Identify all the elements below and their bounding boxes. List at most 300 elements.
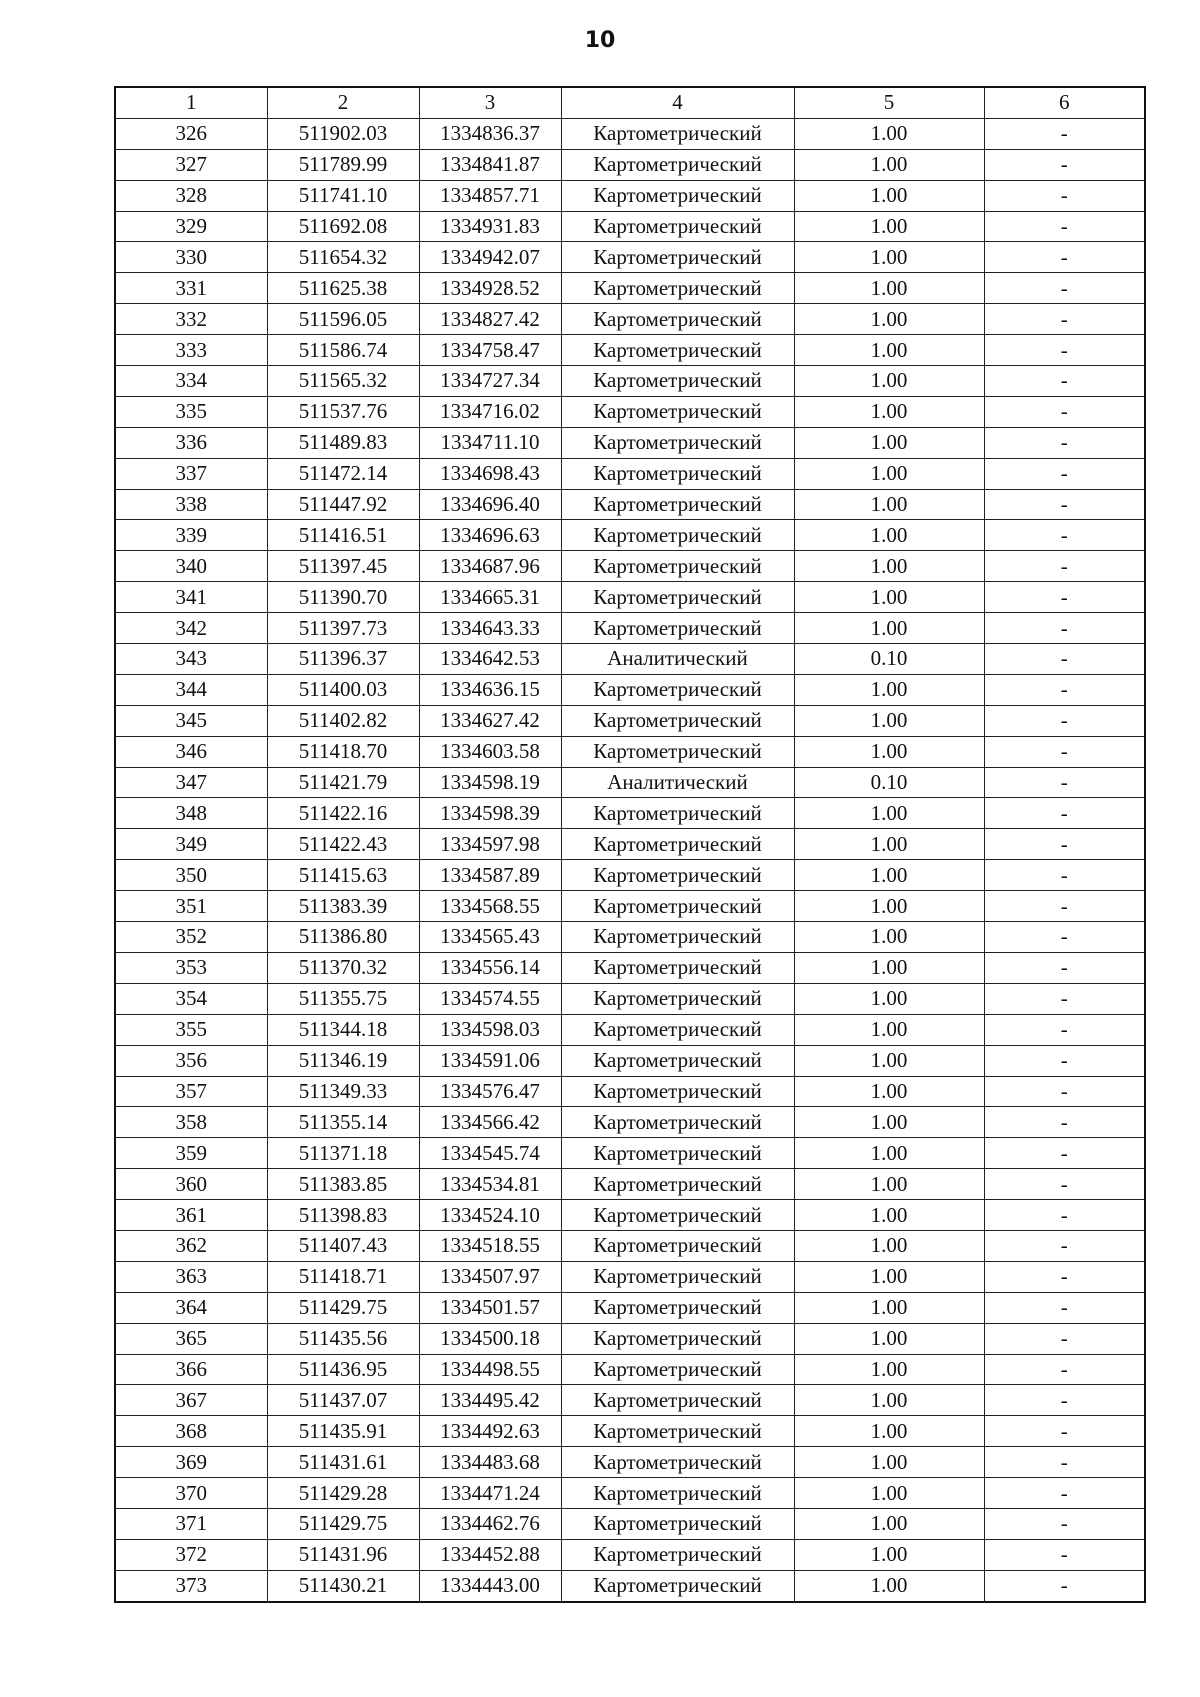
cell-method: Картометрический — [561, 149, 794, 180]
cell-note: - — [984, 427, 1145, 458]
cell-y-coordinate: 1334483.68 — [419, 1447, 561, 1478]
cell-accuracy: 1.00 — [794, 736, 984, 767]
cell-point-number: 329 — [115, 211, 267, 242]
cell-method: Картометрический — [561, 860, 794, 891]
cell-point-number: 362 — [115, 1230, 267, 1261]
cell-point-number: 347 — [115, 767, 267, 798]
cell-note: - — [984, 366, 1145, 397]
table-row — [115, 1138, 1145, 1169]
cell-point-number: 346 — [115, 736, 267, 767]
cell-accuracy: 1.00 — [794, 180, 984, 211]
cell-note: - — [984, 922, 1145, 953]
cell-note: - — [984, 1508, 1145, 1539]
cell-method: Картометрический — [561, 891, 794, 922]
cell-method: Картометрический — [561, 242, 794, 273]
cell-method: Аналитический — [561, 767, 794, 798]
table-row — [115, 1169, 1145, 1200]
cell-x-coordinate: 511421.79 — [267, 767, 419, 798]
cell-note: - — [984, 798, 1145, 829]
cell-x-coordinate: 511415.63 — [267, 860, 419, 891]
cell-x-coordinate: 511422.43 — [267, 829, 419, 860]
cell-method: Картометрический — [561, 582, 794, 613]
cell-y-coordinate: 1334462.76 — [419, 1508, 561, 1539]
cell-point-number: 367 — [115, 1385, 267, 1416]
cell-y-coordinate: 1334501.57 — [419, 1292, 561, 1323]
table-row — [115, 1416, 1145, 1447]
cell-y-coordinate: 1334942.07 — [419, 242, 561, 273]
cell-accuracy: 1.00 — [794, 952, 984, 983]
cell-point-number: 331 — [115, 273, 267, 304]
cell-point-number: 371 — [115, 1508, 267, 1539]
table-row — [115, 1385, 1145, 1416]
cell-x-coordinate: 511429.75 — [267, 1508, 419, 1539]
cell-x-coordinate: 511625.38 — [267, 273, 419, 304]
table-row — [115, 304, 1145, 335]
cell-method: Картометрический — [561, 922, 794, 953]
column-header-accuracy: 5 — [794, 87, 984, 118]
cell-x-coordinate: 511447.92 — [267, 489, 419, 520]
cell-y-coordinate: 1334443.00 — [419, 1570, 561, 1601]
cell-method: Картометрический — [561, 1138, 794, 1169]
cell-x-coordinate: 511429.75 — [267, 1292, 419, 1323]
table-row — [115, 1292, 1145, 1323]
cell-y-coordinate: 1334857.71 — [419, 180, 561, 211]
cell-point-number: 350 — [115, 860, 267, 891]
cell-accuracy: 1.00 — [794, 1230, 984, 1261]
table-row — [115, 983, 1145, 1014]
cell-point-number: 356 — [115, 1045, 267, 1076]
cell-point-number: 353 — [115, 952, 267, 983]
cell-note: - — [984, 1169, 1145, 1200]
cell-y-coordinate: 1334836.37 — [419, 118, 561, 149]
cell-note: - — [984, 1292, 1145, 1323]
cell-method: Картометрический — [561, 1508, 794, 1539]
cell-method: Картометрический — [561, 736, 794, 767]
cell-accuracy: 1.00 — [794, 1076, 984, 1107]
cell-note: - — [984, 1323, 1145, 1354]
cell-x-coordinate: 511472.14 — [267, 458, 419, 489]
cell-accuracy: 1.00 — [794, 489, 984, 520]
cell-note: - — [984, 211, 1145, 242]
table-row — [115, 489, 1145, 520]
cell-note: - — [984, 1138, 1145, 1169]
cell-x-coordinate: 511789.99 — [267, 149, 419, 180]
cell-point-number: 326 — [115, 118, 267, 149]
cell-accuracy: 1.00 — [794, 705, 984, 736]
cell-accuracy: 0.10 — [794, 767, 984, 798]
cell-point-number: 349 — [115, 829, 267, 860]
cell-note: - — [984, 335, 1145, 366]
cell-accuracy: 1.00 — [794, 582, 984, 613]
cell-point-number: 361 — [115, 1200, 267, 1231]
table-row — [115, 1570, 1145, 1601]
cell-method: Картометрический — [561, 613, 794, 644]
cell-x-coordinate: 511418.70 — [267, 736, 419, 767]
table-row — [115, 1076, 1145, 1107]
cell-note: - — [984, 983, 1145, 1014]
cell-note: - — [984, 273, 1145, 304]
cell-note: - — [984, 674, 1145, 705]
cell-point-number: 338 — [115, 489, 267, 520]
table-row — [115, 335, 1145, 366]
cell-x-coordinate: 511435.56 — [267, 1323, 419, 1354]
cell-y-coordinate: 1334698.43 — [419, 458, 561, 489]
cell-y-coordinate: 1334597.98 — [419, 829, 561, 860]
cell-accuracy: 1.00 — [794, 427, 984, 458]
table-row — [115, 1508, 1145, 1539]
table-row — [115, 674, 1145, 705]
cell-x-coordinate: 511437.07 — [267, 1385, 419, 1416]
cell-y-coordinate: 1334576.47 — [419, 1076, 561, 1107]
cell-method: Картометрический — [561, 304, 794, 335]
cell-accuracy: 1.00 — [794, 149, 984, 180]
cell-x-coordinate: 511355.75 — [267, 983, 419, 1014]
table-row — [115, 829, 1145, 860]
cell-note: - — [984, 952, 1145, 983]
cell-y-coordinate: 1334556.14 — [419, 952, 561, 983]
cell-method: Картометрический — [561, 1230, 794, 1261]
cell-accuracy: 1.00 — [794, 674, 984, 705]
column-header-method: 4 — [561, 87, 794, 118]
cell-method: Картометрический — [561, 458, 794, 489]
cell-method: Картометрический — [561, 705, 794, 736]
cell-y-coordinate: 1334568.55 — [419, 891, 561, 922]
table-row — [115, 118, 1145, 149]
cell-method: Картометрический — [561, 952, 794, 983]
cell-accuracy: 1.00 — [794, 860, 984, 891]
cell-y-coordinate: 1334598.39 — [419, 798, 561, 829]
cell-x-coordinate: 511586.74 — [267, 335, 419, 366]
cell-y-coordinate: 1334758.47 — [419, 335, 561, 366]
cell-point-number: 335 — [115, 396, 267, 427]
cell-y-coordinate: 1334636.15 — [419, 674, 561, 705]
table-row — [115, 1045, 1145, 1076]
column-header-point-number: 1 — [115, 87, 267, 118]
cell-note: - — [984, 242, 1145, 273]
cell-method: Картометрический — [561, 1169, 794, 1200]
cell-accuracy: 1.00 — [794, 1354, 984, 1385]
cell-accuracy: 1.00 — [794, 211, 984, 242]
cell-accuracy: 1.00 — [794, 1323, 984, 1354]
cell-point-number: 330 — [115, 242, 267, 273]
cell-point-number: 332 — [115, 304, 267, 335]
cell-accuracy: 1.00 — [794, 829, 984, 860]
cell-method: Картометрический — [561, 1447, 794, 1478]
cell-accuracy: 1.00 — [794, 1539, 984, 1570]
table-row — [115, 613, 1145, 644]
table-row — [115, 582, 1145, 613]
table-row — [115, 551, 1145, 582]
cell-accuracy: 1.00 — [794, 1014, 984, 1045]
cell-accuracy: 1.00 — [794, 1570, 984, 1601]
cell-accuracy: 1.00 — [794, 242, 984, 273]
cell-accuracy: 1.00 — [794, 335, 984, 366]
table-row — [115, 242, 1145, 273]
table-row — [115, 180, 1145, 211]
cell-accuracy: 1.00 — [794, 922, 984, 953]
table-row — [115, 891, 1145, 922]
cell-point-number: 344 — [115, 674, 267, 705]
cell-y-coordinate: 1334574.55 — [419, 983, 561, 1014]
cell-x-coordinate: 511396.37 — [267, 644, 419, 675]
cell-x-coordinate: 511416.51 — [267, 520, 419, 551]
cell-x-coordinate: 511692.08 — [267, 211, 419, 242]
cell-note: - — [984, 489, 1145, 520]
cell-y-coordinate: 1334598.03 — [419, 1014, 561, 1045]
cell-accuracy: 1.00 — [794, 983, 984, 1014]
cell-x-coordinate: 511370.32 — [267, 952, 419, 983]
cell-point-number: 368 — [115, 1416, 267, 1447]
table-row — [115, 427, 1145, 458]
cell-accuracy: 1.00 — [794, 1045, 984, 1076]
cell-point-number: 360 — [115, 1169, 267, 1200]
cell-point-number: 345 — [115, 705, 267, 736]
cell-method: Картометрический — [561, 1261, 794, 1292]
cell-x-coordinate: 511390.70 — [267, 582, 419, 613]
cell-note: - — [984, 644, 1145, 675]
table-row — [115, 736, 1145, 767]
cell-method: Картометрический — [561, 551, 794, 582]
cell-point-number: 357 — [115, 1076, 267, 1107]
cell-y-coordinate: 1334587.89 — [419, 860, 561, 891]
cell-x-coordinate: 511407.43 — [267, 1230, 419, 1261]
cell-method: Картометрический — [561, 1570, 794, 1601]
table-row — [115, 1354, 1145, 1385]
cell-y-coordinate: 1334696.40 — [419, 489, 561, 520]
cell-accuracy: 1.00 — [794, 273, 984, 304]
table-row — [115, 1014, 1145, 1045]
cell-y-coordinate: 1334495.42 — [419, 1385, 561, 1416]
cell-note: - — [984, 1200, 1145, 1231]
cell-point-number: 333 — [115, 335, 267, 366]
table-row — [115, 767, 1145, 798]
cell-note: - — [984, 1447, 1145, 1478]
cell-y-coordinate: 1334827.42 — [419, 304, 561, 335]
cell-point-number: 336 — [115, 427, 267, 458]
cell-x-coordinate: 511654.32 — [267, 242, 419, 273]
cell-y-coordinate: 1334643.33 — [419, 613, 561, 644]
cell-accuracy: 1.00 — [794, 1447, 984, 1478]
cell-point-number: 366 — [115, 1354, 267, 1385]
cell-y-coordinate: 1334928.52 — [419, 273, 561, 304]
cell-x-coordinate: 511565.32 — [267, 366, 419, 397]
coordinates-table — [114, 86, 1146, 1603]
cell-x-coordinate: 511431.96 — [267, 1539, 419, 1570]
cell-y-coordinate: 1334716.02 — [419, 396, 561, 427]
table-row — [115, 705, 1145, 736]
cell-note: - — [984, 829, 1145, 860]
cell-method: Картометрический — [561, 180, 794, 211]
cell-y-coordinate: 1334545.74 — [419, 1138, 561, 1169]
cell-x-coordinate: 511435.91 — [267, 1416, 419, 1447]
cell-point-number: 343 — [115, 644, 267, 675]
cell-y-coordinate: 1334627.42 — [419, 705, 561, 736]
cell-note: - — [984, 767, 1145, 798]
cell-method: Картометрический — [561, 366, 794, 397]
cell-method: Картометрический — [561, 1107, 794, 1138]
column-header-y-coordinate: 3 — [419, 87, 561, 118]
cell-point-number: 358 — [115, 1107, 267, 1138]
cell-x-coordinate: 511346.19 — [267, 1045, 419, 1076]
cell-method: Картометрический — [561, 335, 794, 366]
cell-note: - — [984, 520, 1145, 551]
cell-y-coordinate: 1334696.63 — [419, 520, 561, 551]
cell-x-coordinate: 511371.18 — [267, 1138, 419, 1169]
cell-point-number: 354 — [115, 983, 267, 1014]
table-row — [115, 1447, 1145, 1478]
cell-point-number: 355 — [115, 1014, 267, 1045]
cell-x-coordinate: 511355.14 — [267, 1107, 419, 1138]
cell-method: Картометрический — [561, 520, 794, 551]
cell-x-coordinate: 511429.28 — [267, 1478, 419, 1509]
table-row — [115, 860, 1145, 891]
cell-accuracy: 1.00 — [794, 1478, 984, 1509]
cell-y-coordinate: 1334524.10 — [419, 1200, 561, 1231]
cell-method: Картометрический — [561, 396, 794, 427]
cell-x-coordinate: 511400.03 — [267, 674, 419, 705]
cell-accuracy: 1.00 — [794, 1508, 984, 1539]
cell-x-coordinate: 511383.39 — [267, 891, 419, 922]
cell-accuracy: 1.00 — [794, 458, 984, 489]
cell-x-coordinate: 511741.10 — [267, 180, 419, 211]
cell-note: - — [984, 1570, 1145, 1601]
table-row — [115, 1200, 1145, 1231]
cell-accuracy: 1.00 — [794, 366, 984, 397]
cell-x-coordinate: 511402.82 — [267, 705, 419, 736]
column-header-note: 6 — [984, 87, 1145, 118]
cell-method: Картометрический — [561, 983, 794, 1014]
cell-method: Картометрический — [561, 427, 794, 458]
table-row — [115, 366, 1145, 397]
cell-x-coordinate: 511344.18 — [267, 1014, 419, 1045]
cell-method: Картометрический — [561, 1416, 794, 1447]
cell-x-coordinate: 511386.80 — [267, 922, 419, 953]
cell-method: Аналитический — [561, 644, 794, 675]
table-row — [115, 798, 1145, 829]
cell-point-number: 370 — [115, 1478, 267, 1509]
cell-accuracy: 1.00 — [794, 304, 984, 335]
cell-y-coordinate: 1334711.10 — [419, 427, 561, 458]
cell-x-coordinate: 511397.45 — [267, 551, 419, 582]
cell-y-coordinate: 1334603.58 — [419, 736, 561, 767]
cell-x-coordinate: 511383.85 — [267, 1169, 419, 1200]
cell-method: Картометрический — [561, 1478, 794, 1509]
cell-point-number: 348 — [115, 798, 267, 829]
cell-note: - — [984, 149, 1145, 180]
cell-accuracy: 1.00 — [794, 1261, 984, 1292]
cell-note: - — [984, 613, 1145, 644]
cell-point-number: 341 — [115, 582, 267, 613]
cell-x-coordinate: 511418.71 — [267, 1261, 419, 1292]
table-row — [115, 396, 1145, 427]
cell-note: - — [984, 1045, 1145, 1076]
table-header — [115, 87, 1145, 118]
cell-point-number: 337 — [115, 458, 267, 489]
cell-note: - — [984, 1478, 1145, 1509]
cell-method: Картометрический — [561, 674, 794, 705]
cell-point-number: 334 — [115, 366, 267, 397]
cell-note: - — [984, 582, 1145, 613]
cell-point-number: 340 — [115, 551, 267, 582]
cell-note: - — [984, 304, 1145, 335]
cell-y-coordinate: 1334518.55 — [419, 1230, 561, 1261]
table-row — [115, 458, 1145, 489]
cell-y-coordinate: 1334498.55 — [419, 1354, 561, 1385]
cell-accuracy: 1.00 — [794, 613, 984, 644]
cell-y-coordinate: 1334841.87 — [419, 149, 561, 180]
cell-note: - — [984, 396, 1145, 427]
cell-x-coordinate: 511397.73 — [267, 613, 419, 644]
table-row — [115, 1261, 1145, 1292]
cell-accuracy: 1.00 — [794, 551, 984, 582]
cell-point-number: 328 — [115, 180, 267, 211]
cell-y-coordinate: 1334665.31 — [419, 582, 561, 613]
cell-point-number: 365 — [115, 1323, 267, 1354]
cell-note: - — [984, 1107, 1145, 1138]
table-row — [115, 520, 1145, 551]
cell-note: - — [984, 1076, 1145, 1107]
cell-y-coordinate: 1334500.18 — [419, 1323, 561, 1354]
cell-point-number: 369 — [115, 1447, 267, 1478]
cell-x-coordinate: 511436.95 — [267, 1354, 419, 1385]
cell-accuracy: 1.00 — [794, 118, 984, 149]
cell-method: Картометрический — [561, 273, 794, 304]
cell-point-number: 327 — [115, 149, 267, 180]
cell-x-coordinate: 511596.05 — [267, 304, 419, 335]
cell-accuracy: 1.00 — [794, 1138, 984, 1169]
table-row — [115, 644, 1145, 675]
cell-note: - — [984, 458, 1145, 489]
table-row — [115, 952, 1145, 983]
cell-point-number: 352 — [115, 922, 267, 953]
table-row — [115, 1323, 1145, 1354]
cell-y-coordinate: 1334931.83 — [419, 211, 561, 242]
cell-point-number: 351 — [115, 891, 267, 922]
cell-note: - — [984, 1230, 1145, 1261]
cell-note: - — [984, 1416, 1145, 1447]
cell-method: Картометрический — [561, 829, 794, 860]
cell-y-coordinate: 1334492.63 — [419, 1416, 561, 1447]
cell-accuracy: 1.00 — [794, 1169, 984, 1200]
cell-note: - — [984, 1385, 1145, 1416]
cell-method: Картометрический — [561, 1045, 794, 1076]
cell-note: - — [984, 736, 1145, 767]
table-body — [115, 118, 1145, 1601]
page-number: 10 — [584, 28, 616, 53]
cell-method: Картометрический — [561, 1076, 794, 1107]
cell-accuracy: 0.10 — [794, 644, 984, 675]
cell-accuracy: 1.00 — [794, 1385, 984, 1416]
cell-accuracy: 1.00 — [794, 520, 984, 551]
cell-x-coordinate: 511349.33 — [267, 1076, 419, 1107]
cell-note: - — [984, 180, 1145, 211]
cell-y-coordinate: 1334598.19 — [419, 767, 561, 798]
cell-y-coordinate: 1334471.24 — [419, 1478, 561, 1509]
cell-method: Картометрический — [561, 798, 794, 829]
cell-x-coordinate: 511537.76 — [267, 396, 419, 427]
cell-x-coordinate: 511431.61 — [267, 1447, 419, 1478]
cell-method: Картометрический — [561, 211, 794, 242]
cell-accuracy: 1.00 — [794, 891, 984, 922]
cell-note: - — [984, 860, 1145, 891]
cell-y-coordinate: 1334687.96 — [419, 551, 561, 582]
cell-y-coordinate: 1334642.53 — [419, 644, 561, 675]
table-row — [115, 922, 1145, 953]
table-row — [115, 149, 1145, 180]
cell-point-number: 363 — [115, 1261, 267, 1292]
cell-note: - — [984, 1014, 1145, 1045]
cell-point-number: 342 — [115, 613, 267, 644]
